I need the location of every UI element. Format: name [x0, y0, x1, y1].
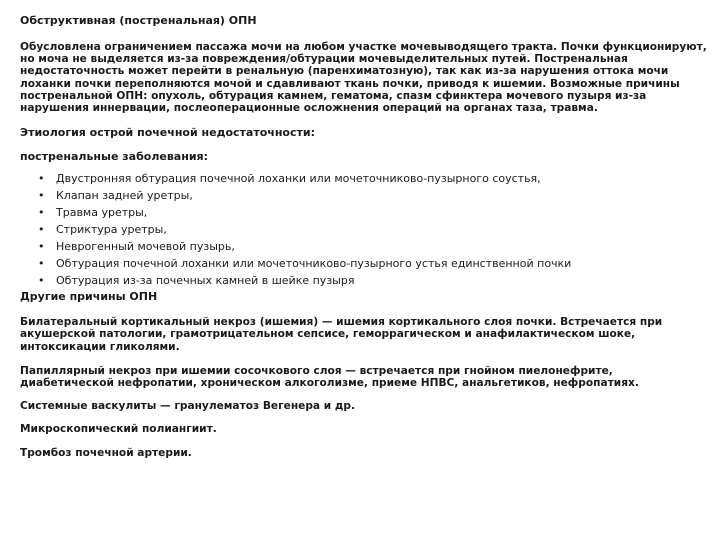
- bullet-icon: •: [38, 240, 45, 254]
- bullet-icon: •: [38, 206, 45, 220]
- bullet-icon: •: [38, 274, 45, 288]
- list-item: [38, 204, 708, 221]
- bullet-icon: •: [38, 257, 45, 271]
- list-item-text: Стриктура уретры,: [56, 223, 167, 237]
- list-item-text: Неврогенный мочевой пузырь,: [56, 240, 235, 254]
- list-item-text: Двустронняя обтурация почечной лоханки или мочеточниково-пузырного соустья,: [56, 172, 541, 186]
- etiology-heading: Этиология острой почечной недостаточности:: [20, 126, 315, 140]
- list-item-text: Обтурация из-за почечных камней в шейке пузыря: [56, 274, 355, 288]
- list-item: [38, 170, 708, 187]
- bullet-icon: •: [38, 172, 45, 186]
- list-item: [38, 221, 708, 238]
- list-item: [38, 255, 708, 272]
- renal-artery-thrombosis-paragraph: Тромбоз почечной артерии.: [20, 446, 192, 459]
- list-item-text: Обтурация почечной лоханки или мочеточниково-пузырного устья единственной почки: [56, 257, 572, 271]
- list-item-text: Травма уретры,: [56, 206, 148, 220]
- vasculitis-paragraph: Системные васкулиты — гранулематоз Вегенера и др.: [20, 400, 356, 413]
- list-item-text: Клапан задней уретры,: [56, 189, 193, 203]
- intro-paragraph: Обусловлена ограничением пассажа мочи на любом участке мочевыводящего тракта. Почки функционируют, но моча не выделяется из-за повреждения/обтурации мочевыделительных путей. Постренальная недостаточность может перейти в ренальную (паренхиматозную), так как из-за нарушения оттока мочи лоханки почки переполняются мочой и сдавливают ткань почки, приводя к ишемии. Возможные причины постренальной ОПН: опухоль, обтурация камнем, гематома, спазм сфинктера мочевого пузыря из-за нарушения иннервации, послеоперационные осложнения операций на органах таза, травма.: [20, 41, 707, 115]
- bullet-icon: •: [38, 189, 45, 203]
- slide-content: [20, 14, 708, 459]
- cortical-necrosis-paragraph: Билатеральный кортикальный некроз (ишемия) — ишемия кортикального слоя почки. Встречается при акушерской патологии, грамотрицательном сепсисе, геморрагическом и анафилактическом шоке, интоксикации гликолями.: [20, 316, 663, 353]
- list-item: [38, 238, 708, 255]
- list-item: [38, 272, 708, 289]
- other-causes-heading: Другие причины ОПН: [20, 290, 158, 304]
- polyangiitis-paragraph: Микроскопический полиангиит.: [20, 423, 217, 436]
- papillary-necrosis-paragraph: Папиллярный некроз при ишемии сосочкового слоя — встречается при гнойном пиелонефрите, диабетической нефропатии, хроническом алкоголизме, приеме НПВС, анальгетиков, нефропатиях.: [20, 364, 639, 390]
- postrenal-causes-list: [20, 170, 708, 289]
- slide-title: Обструктивная (постренальная) ОПН: [20, 14, 257, 27]
- bullet-icon: •: [38, 223, 45, 237]
- list-item: [38, 187, 708, 204]
- postrenal-heading: постренальные заболевания:: [20, 150, 208, 164]
